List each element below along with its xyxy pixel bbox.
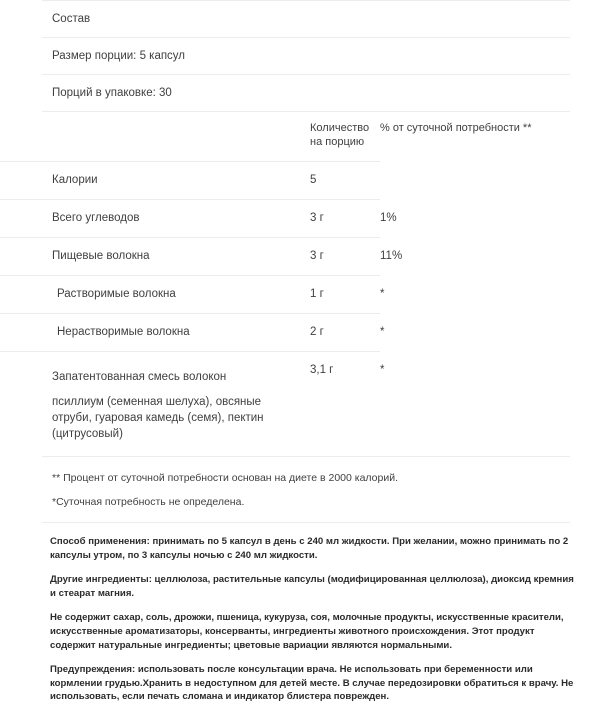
note-free-from: Не содержит сахар, соль, дрожжи, пшеница, кукуруза, соя, молочные продукты, искусственные красители, искусственные ароматизаторы, консерванты, ингредиенты животного происхождения. Этот продукт содержит натуральные ингредиенты; цветовые вариации являются нормальными. [50, 612, 564, 651]
table-row [0, 238, 600, 276]
note-warnings: Предупреждения: использовать после консультации врача. Не использовать при беременности или кормлении грудью.Хранить в недоступном для детей месте. В случае передозировки обратиться к врачу. Не использовать, если печать сломана и индикатор блистера поврежден. [50, 664, 574, 703]
nutrient-daily-value: 11% [380, 249, 403, 262]
nutrient-name: Калории [0, 162, 305, 200]
note-directions: Способ применения: принимать по 5 капсул в день с 240 мл жидкости. При желании, можно принимать по 2 капсулы утром, по 3 капсулы ночью с 240 мл жидкости. [50, 536, 569, 561]
serving-size-row: Размер порции: 5 капсул [52, 50, 186, 62]
blend-daily-value: * [380, 363, 385, 376]
nutrient-amount: 3 г [305, 238, 380, 276]
nutrition-table-head [0, 112, 600, 162]
column-header-amount: Количество на порцию [305, 112, 380, 162]
table-row-blend [0, 352, 600, 457]
note-other-ingredients: Другие ингредиенты: целлюлоза, растительные капсулы (модифицированная целлюлоза), диоксид кремния и стеарат магния. [50, 574, 574, 599]
panel-title: Состав [52, 13, 91, 25]
blend-daily-value-cell [380, 352, 600, 457]
nutrition-table [0, 112, 600, 456]
table-row [0, 200, 600, 238]
notes-section [0, 523, 600, 714]
nutrient-daily-value [380, 162, 600, 200]
blend-amount-cell [305, 352, 380, 457]
nutrition-table-body [0, 162, 600, 457]
column-header-daily-value: % от суточной потребности ** [380, 122, 532, 134]
nutrient-name: Пищевые волокна [0, 238, 305, 276]
nutrient-amount: 3 г [305, 200, 380, 238]
column-header-name [0, 112, 305, 162]
footnote-daily-value-basis: ** Процент от суточной потребности основан на диете в 2000 калорий. [52, 472, 398, 484]
table-row [0, 276, 600, 314]
nutrient-daily-value: 1% [380, 211, 397, 224]
table-header-row [0, 112, 600, 162]
footnotes-section [0, 457, 600, 522]
footnote-daily-value-undetermined: *Суточная потребность не определена. [52, 496, 245, 508]
nutrient-daily-value: * [380, 325, 385, 338]
table-row [0, 314, 600, 352]
nutrient-amount: 2 г [305, 314, 380, 352]
blend-ingredients: псиллиум (семенная шелуха), овсяные отруби, гуаровая камедь (семя), пектин (цитрусовый) [52, 396, 264, 440]
blend-amount: 3,1 г [310, 364, 334, 376]
nutrient-amount: 1 г [305, 276, 380, 314]
blend-name-cell [0, 352, 305, 457]
nutrient-amount: 5 [305, 162, 380, 200]
nutrient-name: Растворимые волокна [0, 276, 305, 314]
nutrient-name: Нерастворимые волокна [0, 314, 305, 352]
nutrient-name: Всего углеводов [0, 200, 305, 238]
servings-per-container-row: Порций в упаковке: 30 [52, 87, 172, 99]
nutrient-daily-value: * [380, 287, 385, 300]
table-row [0, 162, 600, 200]
blend-name: Запатентованная смесь волокон [52, 371, 227, 383]
